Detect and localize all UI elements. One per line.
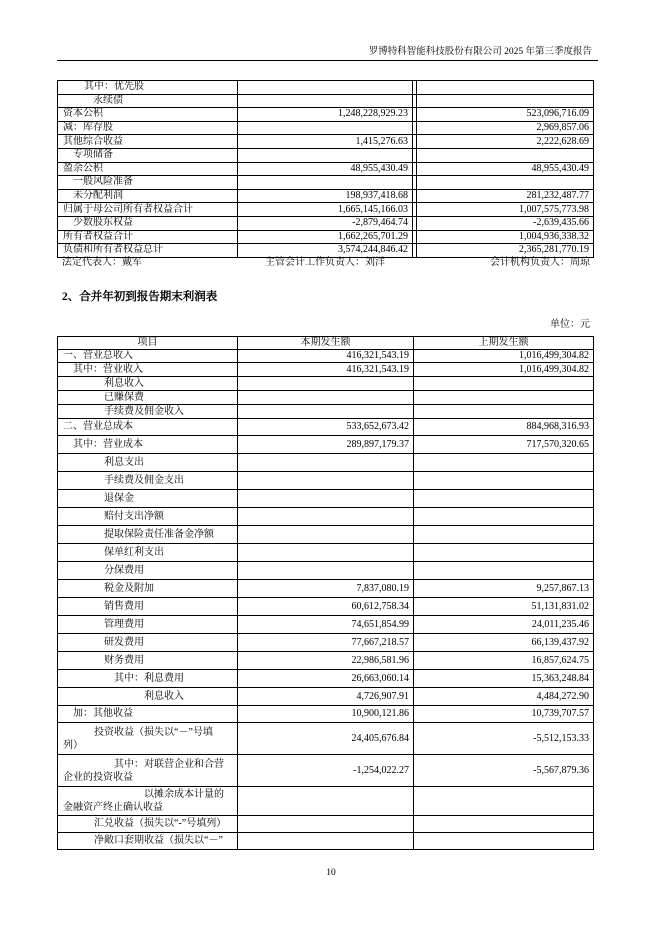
current-period-value: 416,321,543.19 (238, 363, 414, 377)
row-label: 分保费用 (58, 562, 238, 580)
table-row (58, 634, 594, 652)
table-row (58, 216, 594, 230)
row-label-line-cont: 列） (63, 739, 83, 751)
row-label: 其中：优先股 (58, 81, 238, 95)
report-running-header: 罗博特科智能科技股份有限公司 2025 年第三季度报告 (368, 47, 592, 57)
prior-period-value: 281,232,487.77 (417, 189, 594, 203)
prior-period-value (417, 94, 594, 108)
row-label: 盈余公积 (58, 162, 238, 176)
table-row (58, 706, 594, 723)
row-label: 提取保险责任准备金净额 (58, 526, 238, 544)
table-row (58, 81, 594, 95)
current-period-value (238, 391, 414, 405)
table-row (58, 544, 594, 562)
table-row (58, 436, 594, 454)
table-row (58, 562, 594, 580)
prior-period-value (417, 176, 594, 190)
row-label-line: 以摊余成本计量的 (144, 789, 224, 800)
prior-period-value (417, 148, 594, 162)
section-title: 2、合并年初到报告期末利润表 (62, 291, 218, 303)
row-label: 二、营业总成本 (58, 419, 238, 436)
prior-period-value (414, 544, 594, 562)
table-row (58, 816, 594, 833)
prior-period-value: 523,096,716.09 (417, 108, 594, 122)
row-label: 税金及附加 (58, 580, 238, 598)
table-row (58, 580, 594, 598)
current-period-value: 289,897,179.37 (238, 436, 414, 454)
prior-period-value: 1,004,936,338.32 (417, 230, 594, 244)
prior-period-value: 48,955,430.49 (417, 162, 594, 176)
current-period-value: 48,955,430.49 (238, 162, 413, 176)
current-period-value: 1,665,145,166.03 (238, 203, 413, 217)
prior-period-value: 1,016,499,304.82 (414, 363, 594, 377)
row-label: 管理费用 (58, 616, 238, 634)
current-period-value (238, 816, 414, 833)
row-label: 归属于母公司所有者权益合计 (58, 203, 238, 217)
current-period-value: 416,321,543.19 (238, 350, 414, 363)
current-period-value (238, 787, 414, 816)
prior-period-value: 884,968,316.93 (414, 419, 594, 436)
row-label: 净敞口套期收益（损失以“－” (58, 833, 238, 850)
current-period-value (238, 454, 414, 472)
prior-period-value (414, 454, 594, 472)
current-period-value (238, 176, 413, 190)
current-period-value (238, 508, 414, 526)
row-label: 少数股东权益 (58, 216, 238, 230)
table-row (58, 108, 594, 122)
row-label: 专项储备 (58, 148, 238, 162)
row-label: 销售费用 (58, 598, 238, 616)
currency-unit: 单位：元 (550, 319, 590, 330)
table-row (58, 670, 594, 688)
table-row (58, 688, 594, 706)
row-label: 利息支出 (58, 454, 238, 472)
row-label-line-cont: 企业的投资收益 (63, 771, 133, 783)
table-row (58, 135, 594, 149)
table-row (58, 176, 594, 190)
prior-period-value: 717,570,320.65 (414, 436, 594, 454)
current-period-value: 26,663,060.14 (238, 670, 414, 688)
current-period-value: 4,726,907.91 (238, 688, 414, 706)
current-period-value: 198,937,418.68 (238, 189, 413, 203)
legal-representative-signature: 法定代表人：戴军 (62, 257, 142, 268)
table-row (58, 723, 594, 755)
row-label: 未分配利润 (58, 189, 238, 203)
prior-period-value (414, 490, 594, 508)
current-period-value: 60,612,758.34 (238, 598, 414, 616)
table-row (58, 419, 594, 436)
prior-period-value: -2,639,435.66 (417, 216, 594, 230)
table-row (58, 508, 594, 526)
table-row (58, 598, 594, 616)
prior-period-value (414, 816, 594, 833)
row-label: 财务费用 (58, 652, 238, 670)
current-period-value (238, 121, 413, 135)
table-row (58, 405, 594, 419)
prior-period-value (414, 562, 594, 580)
column-header-current: 本期发生额 (238, 337, 414, 350)
row-label: 永续债 (58, 94, 238, 108)
prior-period-value: 2,365,281,770.19 (417, 244, 594, 258)
row-label: 其他综合收益 (58, 135, 238, 149)
row-label: 其中：营业成本 (58, 436, 238, 454)
table-row (58, 454, 594, 472)
row-label: 负债和所有者权益总计 (58, 244, 238, 258)
row-label: 保单红利支出 (58, 544, 238, 562)
current-period-value (238, 377, 414, 391)
column-header-item: 项目 (58, 337, 238, 350)
prior-period-value: 1,016,499,304.82 (414, 350, 594, 363)
row-label-line: 投资收益（损失以“－”号填 (94, 726, 213, 738)
row-label: 赔付支出净额 (58, 508, 238, 526)
prior-period-value: -5,567,879.36 (414, 755, 594, 787)
table-header-row (58, 337, 594, 350)
prior-period-value (414, 833, 594, 850)
current-period-value: -1,254,022.27 (238, 755, 414, 787)
header-rule (57, 60, 598, 61)
table-row (58, 244, 594, 258)
row-label: 退保金 (58, 490, 238, 508)
current-period-value: 77,667,218.57 (238, 634, 414, 652)
row-label: 加：其他收益 (58, 706, 238, 723)
current-period-value: 24,405,676.84 (238, 723, 414, 755)
table-row (58, 189, 594, 203)
prior-period-value: 15,363,248.84 (414, 670, 594, 688)
balance-sheet-continuation-table (57, 80, 594, 258)
row-label-line: 其中：对联营企业和合营 (114, 758, 224, 770)
row-label: 手续费及佣金支出 (58, 472, 238, 490)
prior-period-value (414, 377, 594, 391)
prior-period-value: 10,739,707.57 (414, 706, 594, 723)
current-period-value (238, 81, 413, 95)
row-label: 利息收入 (58, 377, 238, 391)
row-label-line-cont: 金融资产终止确认收益 (63, 802, 163, 813)
table-row (58, 203, 594, 217)
table-row (58, 230, 594, 244)
row-label: 减：库存股 (58, 121, 238, 135)
prior-period-value: 66,139,437.92 (414, 634, 594, 652)
current-period-value: 10,900,121.86 (238, 706, 414, 723)
current-period-value (238, 405, 414, 419)
table-row (58, 94, 594, 108)
prior-period-value: 51,131,831.02 (414, 598, 594, 616)
page-number: 10 (326, 868, 336, 878)
income-statement-table (57, 336, 594, 850)
prior-period-value (414, 391, 594, 405)
current-period-value: 7,837,080.19 (238, 580, 414, 598)
row-label (58, 755, 238, 787)
current-period-value (238, 148, 413, 162)
row-label: 一般风险准备 (58, 176, 238, 190)
current-period-value (238, 544, 414, 562)
row-label: 手续费及佣金收入 (58, 405, 238, 419)
accounting-dept-head-signature: 会计机构负责人：周琼 (490, 257, 590, 268)
prior-period-value: 16,857,624.75 (414, 652, 594, 670)
prior-period-value: -5,512,153.33 (414, 723, 594, 755)
table-row (58, 755, 594, 787)
table-row (58, 148, 594, 162)
table-row (58, 652, 594, 670)
table-row (58, 391, 594, 405)
current-period-value (238, 472, 414, 490)
table-row (58, 490, 594, 508)
prior-period-value: 24,011,235.46 (414, 616, 594, 634)
current-period-value: -2,879,464.74 (238, 216, 413, 230)
prior-period-value: 2,222,628.69 (417, 135, 594, 149)
prior-period-value (414, 472, 594, 490)
current-period-value (238, 490, 414, 508)
prior-period-value (414, 508, 594, 526)
row-label: 已赚保费 (58, 391, 238, 405)
current-period-value: 74,651,854.99 (238, 616, 414, 634)
current-period-value (238, 833, 414, 850)
row-label (58, 787, 238, 816)
table-row (58, 350, 594, 363)
table-row (58, 363, 594, 377)
row-label: 研发费用 (58, 634, 238, 652)
current-period-value: 3,574,244,846.42 (238, 244, 413, 258)
row-label: 汇兑收益（损失以“-”号填列） (58, 816, 238, 833)
prior-period-value: 4,484,272.90 (414, 688, 594, 706)
table-row (58, 833, 594, 850)
prior-period-value: 2,969,857.06 (417, 121, 594, 135)
current-period-value (238, 94, 413, 108)
current-period-value: 22,986,581.96 (238, 652, 414, 670)
table-row (58, 526, 594, 544)
current-period-value (238, 562, 414, 580)
row-label: 资本公积 (58, 108, 238, 122)
prior-period-value: 1,007,575,773.98 (417, 203, 594, 217)
row-label: 其中：利息费用 (58, 670, 238, 688)
current-period-value: 1,248,228,929.23 (238, 108, 413, 122)
table-row (58, 121, 594, 135)
row-label: 一、营业总收入 (58, 350, 238, 363)
current-period-value: 1,415,276.63 (238, 135, 413, 149)
row-label: 其中：营业收入 (58, 363, 238, 377)
table-row (58, 616, 594, 634)
table-row (58, 377, 594, 391)
accounting-head-signature: 主管会计工作负责人：刘洋 (265, 257, 385, 268)
prior-period-value (414, 405, 594, 419)
table-row (58, 472, 594, 490)
column-header-prior: 上期发生额 (414, 337, 594, 350)
prior-period-value: 9,257,867.13 (414, 580, 594, 598)
table-row (58, 162, 594, 176)
prior-period-value (414, 526, 594, 544)
row-label: 所有者权益合计 (58, 230, 238, 244)
current-period-value: 1,662,265,701.29 (238, 230, 413, 244)
current-period-value (238, 526, 414, 544)
row-label (58, 723, 238, 755)
prior-period-value (414, 787, 594, 816)
prior-period-value (417, 81, 594, 95)
table-row (58, 787, 594, 816)
current-period-value: 533,652,673.42 (238, 419, 414, 436)
row-label: 利息收入 (58, 688, 238, 706)
